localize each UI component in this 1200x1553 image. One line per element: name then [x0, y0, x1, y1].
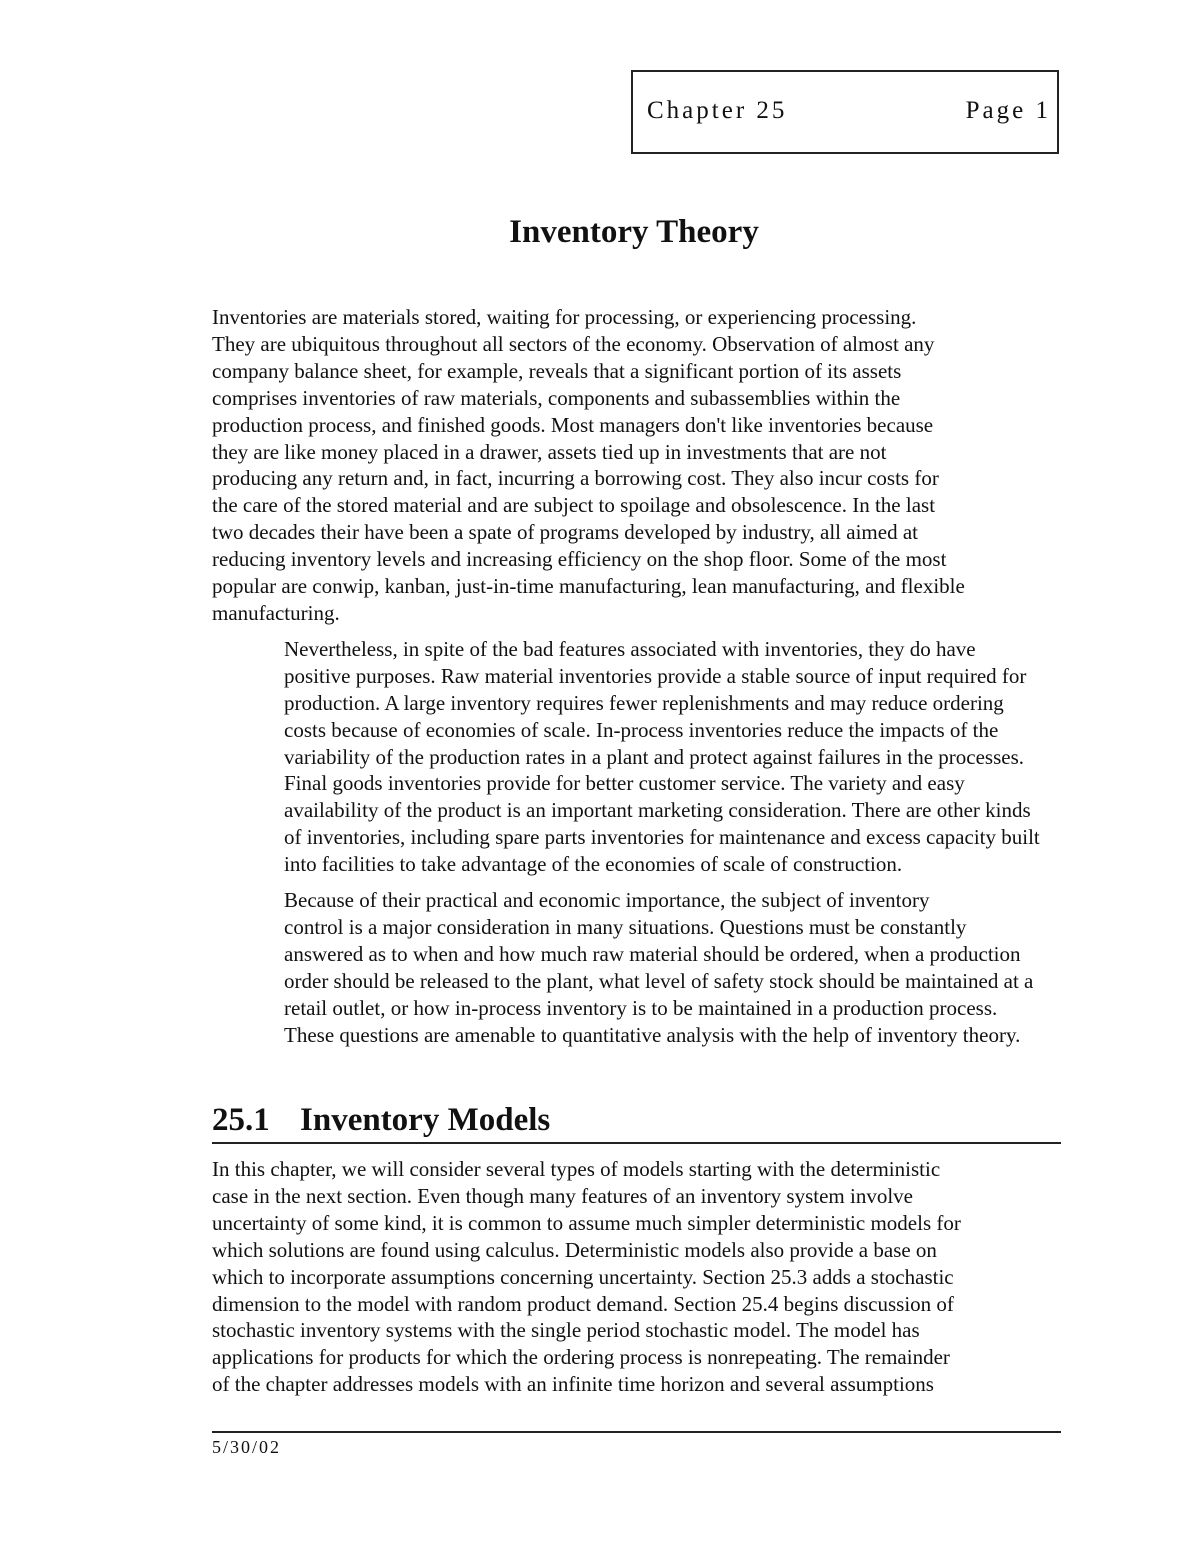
text-line: Because of their practical and economic importance, the subject of inventory	[284, 888, 930, 913]
text-line: popular are conwip, kanban, just-in-time manufacturing, lean manufacturing, and flexible	[212, 574, 965, 599]
text-line: dimension to the model with random product demand. Section 25.4 begins discussion of	[212, 1291, 954, 1316]
intro-paragraph-2	[212, 636, 1067, 878]
text-line: two decades their have been a spate of programs developed by industry, all aimed at	[212, 520, 918, 545]
section-title: Inventory Models	[300, 1102, 551, 1138]
text-line: control is a major consideration in many situations. Questions must be constantly	[284, 914, 967, 939]
text-line: In this chapter, we will consider several types of models starting with the deterministic	[212, 1157, 941, 1181]
text-line: case in the next section. Even though many features of an inventory system involve	[212, 1183, 913, 1208]
text-line: they are like money placed in a drawer, assets tied up in investments that are not	[212, 439, 887, 464]
intro-paragraph-1	[212, 304, 1067, 627]
text-line: order should be released to the plant, what level of safety stock should be maintained at a	[284, 968, 1034, 993]
text-line: the care of the stored material and are subject to spoilage and obsolescence. In the last	[212, 493, 936, 518]
text-line: of the chapter addresses models with an infinite time horizon and several assumptions	[212, 1372, 934, 1397]
text-line: variability of the production rates in a plant and protect against failures in the processes.	[284, 744, 1025, 769]
text-line: manufacturing.	[212, 600, 340, 625]
text-line: comprises inventories of raw materials, components and subassemblies within the	[212, 385, 901, 410]
chapter-label: Chapter 25	[647, 97, 788, 124]
text-line: producing any return and, in fact, incurring a borrowing cost. They also incur costs for	[212, 466, 939, 491]
chapter-page-header-box	[631, 70, 1059, 154]
document-title: Inventory Theory	[509, 214, 759, 250]
text-line: production. A large inventory requires fewer replenishments and may reduce ordering	[284, 690, 1004, 715]
text-line: They are ubiquitous throughout all sectors of the economy. Observation of almost any	[212, 331, 935, 356]
text-line: stochastic inventory systems with the single period stochastic model. The model has	[212, 1318, 920, 1343]
text-line: uncertainty of some kind, it is common to assume much simpler deterministic models for	[212, 1210, 961, 1235]
text-line: These questions are amenable to quantitative analysis with the help of inventory theory.	[284, 1022, 1021, 1047]
text-line: into facilities to take advantage of the economies of scale of construction.	[284, 852, 903, 877]
text-line: which to incorporate assumptions concerning uncertainty. Section 25.3 adds a stochastic	[212, 1264, 954, 1289]
text-line: positive purposes. Raw material inventories provide a stable source of input required for	[284, 663, 1027, 688]
section-paragraph	[212, 1156, 1067, 1398]
page-number-label: Page 1	[965, 97, 1051, 124]
intro-section	[212, 304, 1067, 1057]
text-line: availability of the product is an important marketing consideration. There are other kinds	[284, 798, 1031, 823]
text-line: costs because of economies of scale. In-process inventories reduce the impacts of the	[284, 717, 999, 742]
section-number: 25.1	[212, 1102, 270, 1138]
text-line: company balance sheet, for example, reveals that a significant portion of its assets	[212, 358, 902, 383]
text-line: answered as to when and how much raw material should be ordered, when a production	[284, 941, 1021, 966]
footer-date: 5/30/02	[212, 1437, 282, 1457]
text-line: retail outlet, or how in-process inventory is to be maintained in a production process.	[284, 995, 998, 1020]
text-line: Inventories are materials stored, waiting for processing, or experiencing processing.	[212, 305, 917, 329]
intro-paragraph-3	[212, 887, 1067, 1048]
footer-divider	[212, 1431, 1061, 1433]
text-line: production process, and finished goods. Most managers don't like inventories because	[212, 412, 934, 437]
text-line: reducing inventory levels and increasing efficiency on the shop floor. Some of the most	[212, 547, 947, 572]
text-line: of inventories, including spare parts inventories for maintenance and excess capacity built	[284, 825, 1040, 850]
text-line: Final goods inventories provide for better customer service. The variety and easy	[284, 771, 965, 796]
text-line: applications for products for which the ordering process is nonrepeating. The remainder	[212, 1345, 950, 1370]
section-heading	[212, 1098, 1061, 1144]
text-line: Nevertheless, in spite of the bad features associated with inventories, they do have	[284, 636, 976, 661]
text-line: which solutions are found using calculus. Deterministic models also provide a base on	[212, 1237, 937, 1262]
